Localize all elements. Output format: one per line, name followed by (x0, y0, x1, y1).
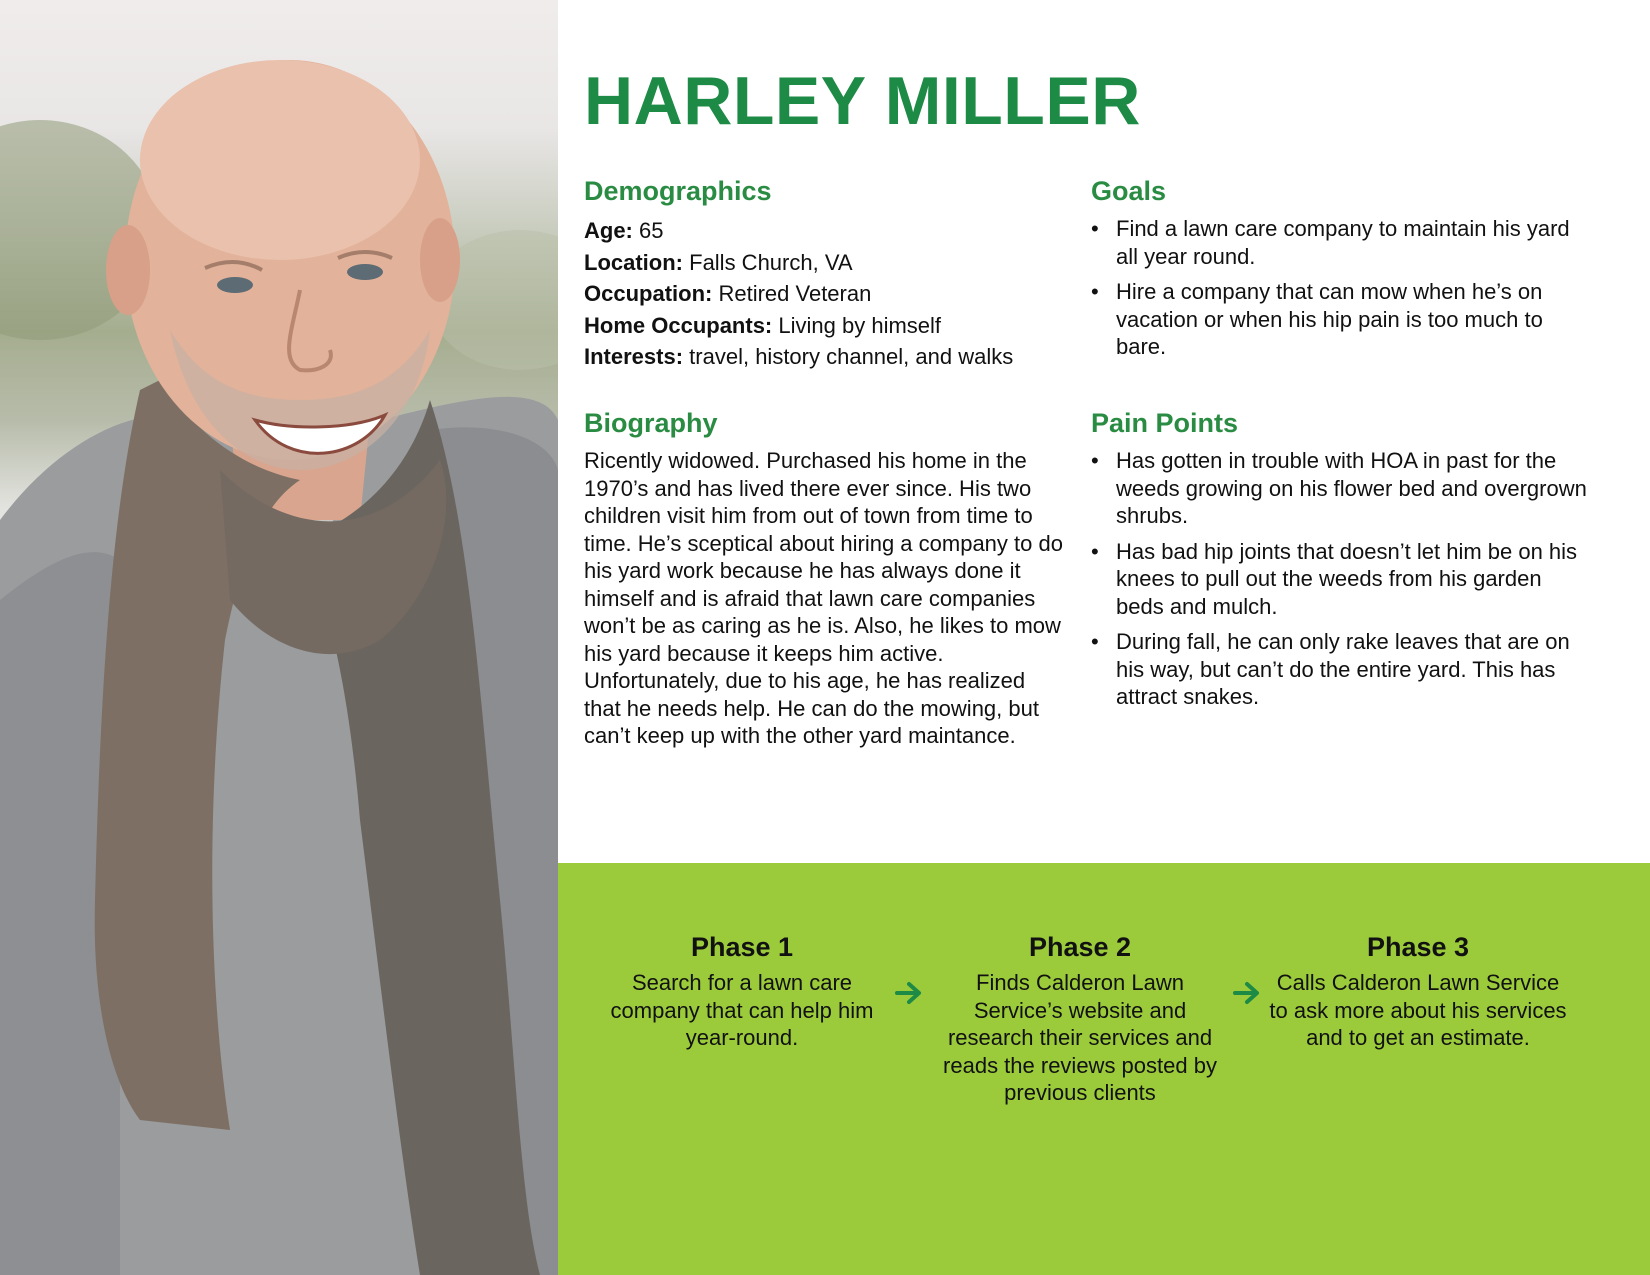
persona-photo (0, 0, 558, 1275)
phase-text: Finds Calderon Lawn Service’s website and research their services and reads the reviews posted by previous clients (943, 970, 1217, 1105)
pain-points-title: Pain Points (1091, 408, 1239, 438)
goals-item: • Hire a company that can mow when he’s on vacation or when his hip pain is too much to bare. (1091, 278, 1591, 361)
phase-3 (1268, 932, 1568, 1052)
demographics-item (584, 215, 1064, 247)
pain-points-item: • Has bad hip joints that doesn’t let him be on his knees to pull out the weeds from his garden beds and mulch. (1091, 538, 1591, 621)
demographics-value: Retired Veteran (718, 281, 872, 306)
demographics-value: 65 (639, 218, 664, 243)
phase-title: Phase 1 (690, 932, 794, 962)
pain-points-list (1091, 447, 1591, 711)
biography-section (584, 408, 1064, 750)
phase-text: Calls Calderon Lawn Service to ask more about his services and to get an estimate. (1269, 970, 1567, 1050)
demographics-list (584, 215, 1064, 373)
demographics-label: Age: (584, 218, 633, 243)
demographics-label: Interests: (584, 344, 684, 369)
phase-title: Phase 2 (1028, 932, 1132, 962)
demographics-value: Living by himself (778, 312, 942, 338)
demographics-value: Falls Church, VA (689, 249, 853, 275)
persona-name: HARLEY MILLER (584, 63, 1141, 139)
phase-1 (592, 932, 892, 1052)
pain-points-section (1091, 408, 1591, 719)
demographics-title: Demographics (584, 176, 772, 206)
phase-2 (930, 932, 1230, 1107)
demographics-item (584, 247, 1064, 279)
demographics-value: travel, history channel, and walks (689, 344, 1014, 369)
demographics-section (584, 176, 1064, 373)
arrow-right-icon (1233, 980, 1263, 1006)
demographics-item (584, 310, 1064, 342)
demographics-item (584, 341, 1064, 373)
phase-title: Phase 3 (1366, 932, 1470, 962)
goals-item: • Find a lawn care company to maintain his yard all year round. (1091, 215, 1591, 270)
pain-points-item: • During fall, he can only rake leaves that are on his way, but can’t do the entire yard. This has attract snakes. (1091, 628, 1591, 711)
goals-section (1091, 176, 1591, 369)
demographics-label: Location: (584, 249, 683, 275)
goals-title: Goals (1091, 176, 1167, 206)
biography-title: Biography (584, 408, 718, 438)
portrait-illustration (0, 0, 558, 1275)
arrow-right-icon (895, 980, 925, 1006)
biography-text: Ricently widowed. Purchased his home in the 1970’s and has lived there ever since. His two children visit him from out of town from time to time. He’s sceptical about hiring a company to do his yard work because he has always done it himself and is afraid that lawn care companies won’t be as caring as he is. Also, he likes to mow his yard because it keeps him active. Unfortunately, due to his age, he has realized that he needs help. He can do the mowing, but can’t keep up with the other yard maintance. (584, 448, 1063, 748)
demographics-label: Occupation: (584, 281, 713, 306)
phase-text: Search for a lawn care company that can help him year-round. (610, 970, 874, 1050)
demographics-item (584, 278, 1064, 310)
pain-points-item: • Has gotten in trouble with HOA in past for the weeds growing on his flower bed and overgrown shrubs. (1091, 447, 1591, 530)
demographics-label: Home Occupants: (584, 312, 773, 338)
goals-list (1091, 215, 1591, 361)
